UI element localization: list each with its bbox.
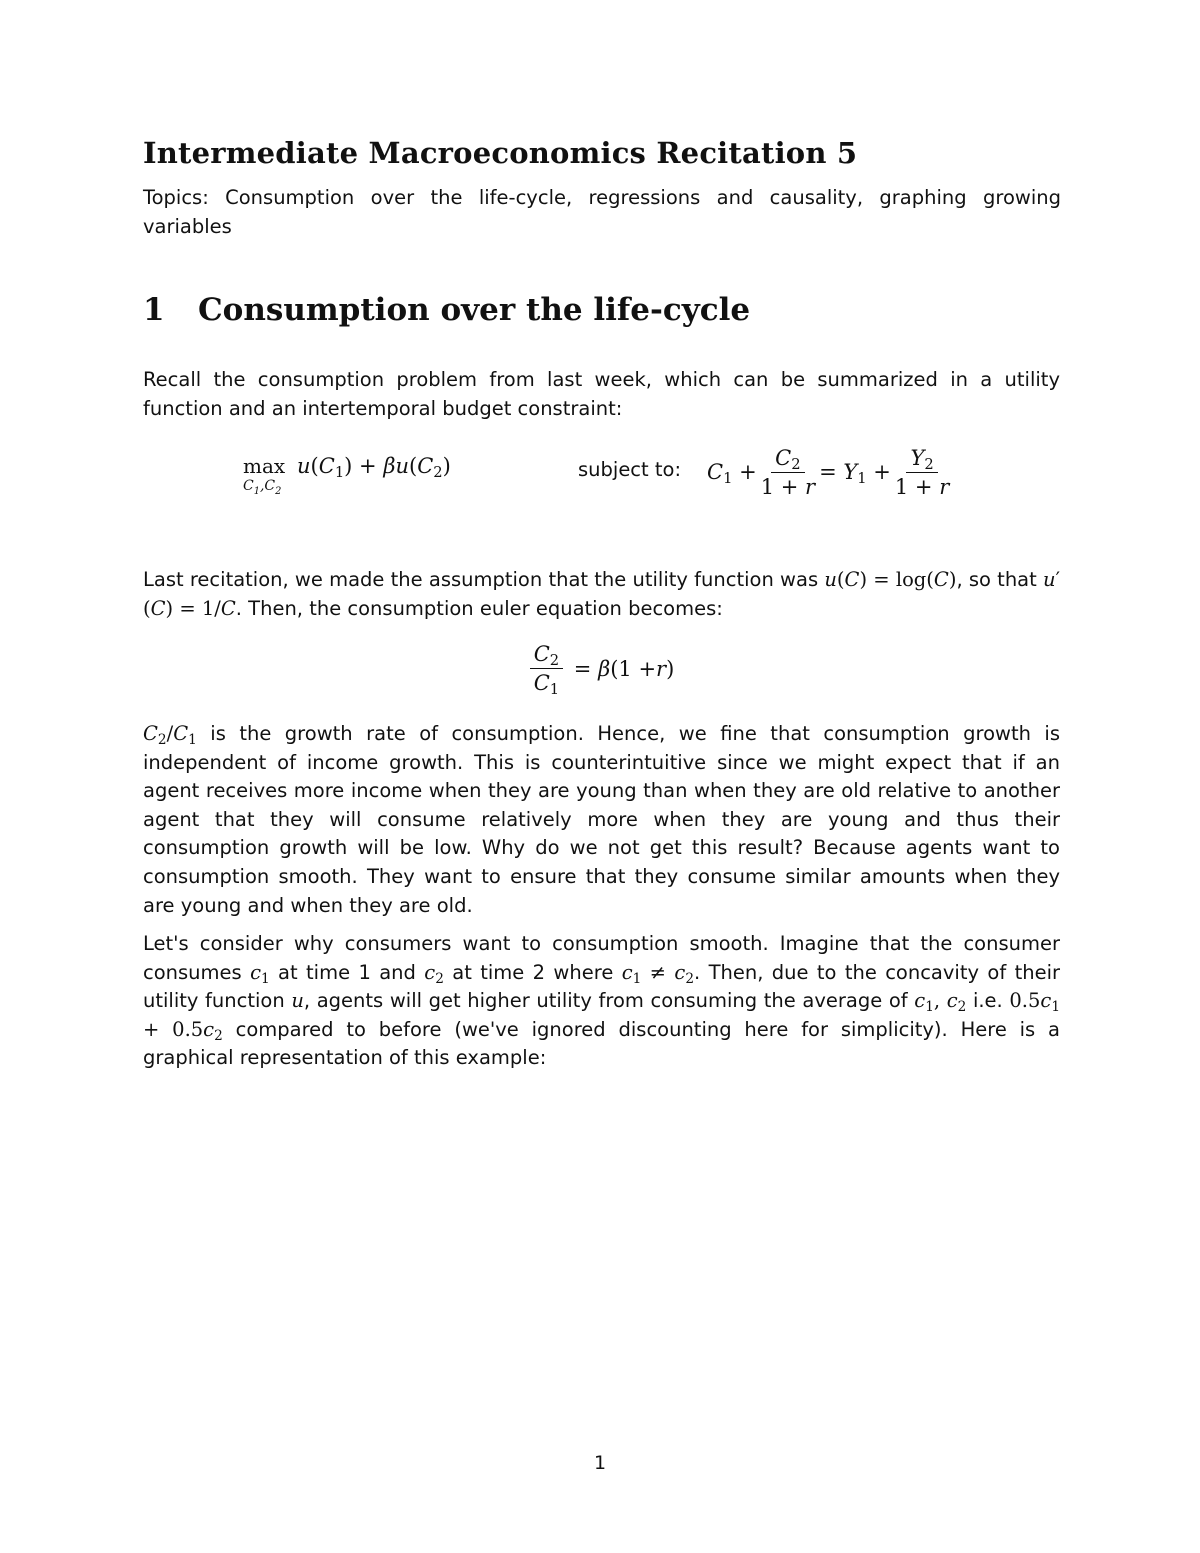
paragraph-recall: Recall the consumption problem from last week, which can be summarized in a utility function and an intertemporal budget constraint: — [143, 368, 1060, 420]
budget-constraint: $C_1$ + $\frac{C_2}{1 + r}$ = $Y_1$ + $\frac{Y_2}{1 + r}$ — [707, 445, 950, 499]
maximization-equation — [0, 438, 1200, 508]
paragraph-smoothing: Let's consider why consumers want to consumption smooth. Imagine that the consumer consumes $c_1$ at time 1 and $c_2$ at time 2 where $c_1 \ne c_2$. Then, due to the concavity of their utility function u, agents will get higher utility from consuming the average of $c_1$, $c_2$ i.e. $0.5c_1 + 0.5c_2$ compared to before (we've ignored discounting here for simplicity). Here is a graphical representation of this example: — [143, 932, 1060, 1070]
fraction-y2: $\frac{Y_2}{1 + r}$ — [894, 445, 950, 499]
section-title: Consumption over the life-cycle — [198, 292, 751, 328]
fraction-c2: $\frac{C_2}{1 + r}$ — [760, 445, 816, 499]
subject-to-label: subject to: — [578, 458, 682, 481]
max-operator: max — [243, 454, 286, 478]
max-subscript: $C_1,C_2$ — [243, 478, 282, 497]
section-heading — [143, 292, 750, 328]
topics-line: Topics: Consumption over the life-cycle, regressions and causality, graphing growing variables — [143, 186, 1061, 238]
euler-equation: $\frac{C_2}{C_1}$ = β (1 + r ) — [0, 642, 1200, 695]
document-title: Intermediate Macroeconomics Recitation 5 — [143, 136, 858, 170]
paragraph-log-utility: Last recitation, we made the assumption that the utility function was u(C) = log(C), so that u′(C) = 1/C. Then, the consumption euler equation becomes: — [143, 568, 1061, 620]
page-number: 1 — [593, 1452, 607, 1474]
section-number: 1 — [143, 292, 165, 328]
fraction-growth: $\frac{C_2}{C_1}$ — [530, 642, 563, 695]
paragraph-growth-rate: $C_2/C_1$ is the growth rate of consumption. Hence, we fine that consumption growth is independent of income growth. This is counterintuitive since we might expect that if an agent receives more income when they are young than when they are old relative to another agent that they will consume relatively more when they are young and thus their consumption growth will be low. Why do we not get this result? Because agents want to consumption smooth. They want to ensure that they consume similar amounts when they are young and when they are old. — [143, 722, 1060, 917]
objective-function: $u(C_1) + \beta u(C_2)$ — [297, 454, 451, 481]
